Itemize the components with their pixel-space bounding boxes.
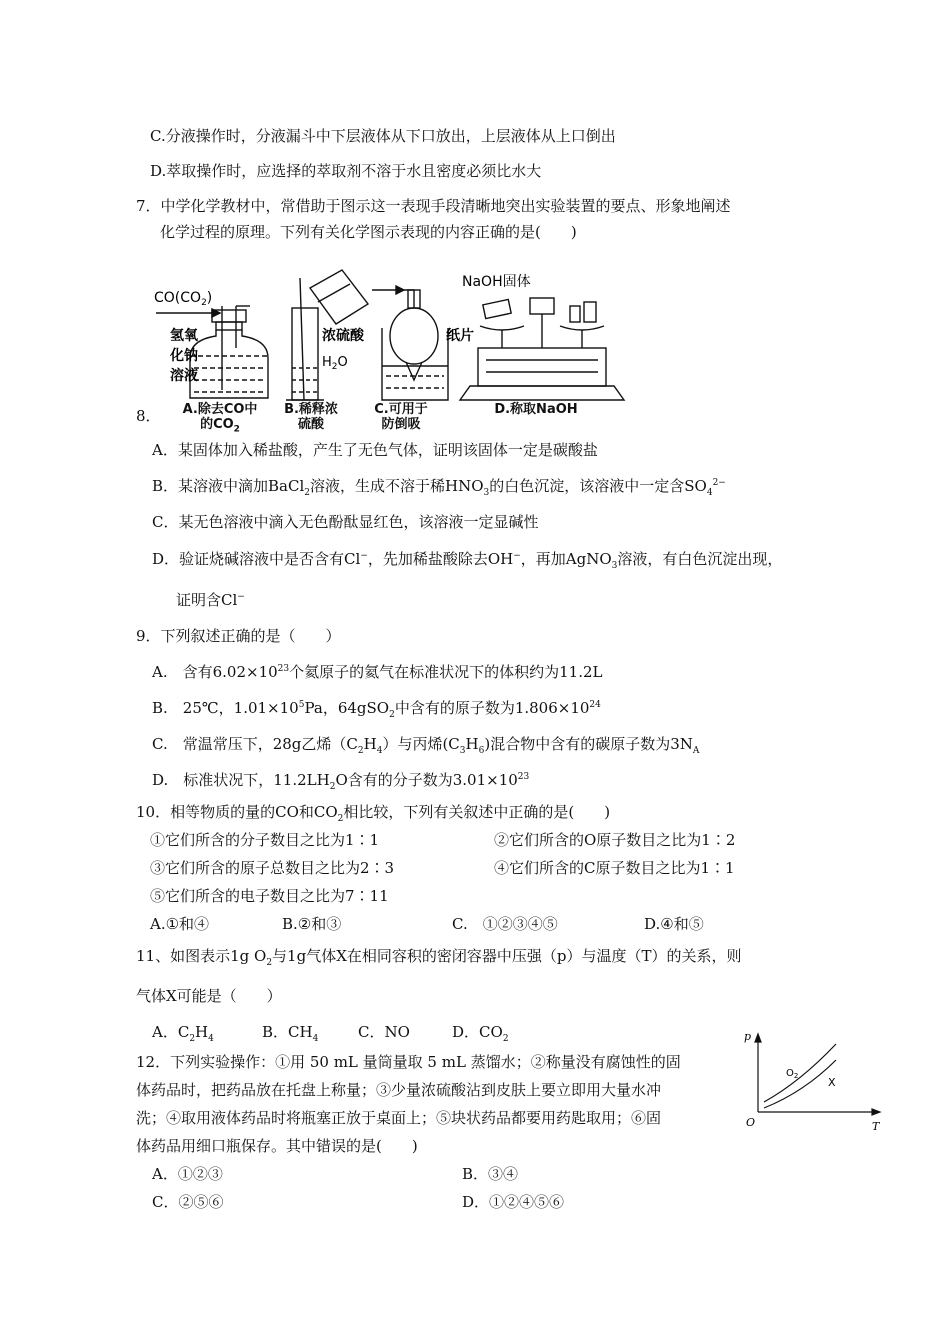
q10-item-4: ④它们所含的C原子数目之比为1∶1 <box>494 859 735 877</box>
fig-co-label: $CO(CO_2)$ <box>154 290 213 308</box>
q6-option-d: D.萃取操作时，应选择的萃取剂不溶于水且密度必须比水大 <box>150 162 542 180</box>
q12-stem-line1: 12．下列实验操作：①用 50 mL 量筒量取 5 mL 蒸馏水；②称量没有腐蚀性的固 <box>136 1053 681 1071</box>
fig-paper: 纸片 <box>446 328 474 344</box>
fig-conc-acid: 浓硫酸 <box>322 328 364 344</box>
caption-d: D.称取NaOH <box>494 402 578 417</box>
q12-option-b: B．③④ <box>462 1165 519 1183</box>
q11-stem-line2: 气体X可能是（ ） <box>136 987 282 1005</box>
q10-option-b: B.②和③ <box>282 915 342 933</box>
q10-stem: 10．相等物质的量的CO和$CO_2$相比较，下列有关叙述中正确的是( ) <box>136 803 611 824</box>
q11-option-b: B．$CH_4$ <box>262 1023 319 1044</box>
q11-option-a: A．$C_2H_4$ <box>152 1023 214 1044</box>
caption-c: C.可用于 防倒吸 <box>374 402 428 432</box>
q9-option-c: C. 常温常压下，28g乙烯$(C_2H_4)$与丙烯$(C_3H_6)$混合物中含有的碳原子数为$3N_A$ <box>152 735 700 756</box>
q12-option-a: A．①②③ <box>152 1165 223 1183</box>
q8-option-d: D．验证烧碱溶液中是否含有Cl−，先加稀盐酸除去OH−，再加AgNO$_3$溶液，有白色沉淀出现， <box>152 550 783 571</box>
q12-stem-line3: 洗；④取用液体药品时将瓶塞正放于桌面上；⑤块状药品都要用药匙取用；⑥固 <box>136 1109 662 1127</box>
caption-b: B.稀释浓 硫酸 <box>284 402 338 432</box>
q6-option-c: C.分液操作时，分液漏斗中下层液体从下口放出，上层液体从上口倒出 <box>150 127 616 145</box>
q11-stem-line1: 11、如图表示1g $O_2$与1g气体X在相同容积的密闭容器中压强（p）与温度（T）的关系，则 <box>136 947 742 968</box>
q10-item-3: ③它们所含的原子总数目之比为2∶3 <box>150 859 395 877</box>
q12-option-c: C．②⑤⑥ <box>152 1193 224 1211</box>
curve-x <box>764 1060 836 1108</box>
q10-option-a: A.①和④ <box>150 915 210 933</box>
fig-naoh-solution-3: 溶液 <box>170 368 198 384</box>
q10-item-5: ⑤它们所含的电子数目之比为7∶11 <box>150 887 389 905</box>
fig-naoh-solid: NaOH固体 <box>462 274 531 290</box>
caption-a: A.除去CO中 的$CO_2$ <box>182 402 258 435</box>
label-x: X <box>828 1076 836 1089</box>
q10-option-c: C. ①②③④⑤ <box>452 915 558 933</box>
q9-option-b: B. 25℃，$1.01\times 10^5Pa$，64gSO$_2$中含有的原子数为$1.806\times 10^{24}$ <box>152 699 601 720</box>
q10-option-d: D.④和⑤ <box>644 915 704 933</box>
q12-option-d: D．①②④⑤⑥ <box>462 1193 565 1211</box>
q12-stem-line4: 体药品用细口瓶保存。其中错误的是( ) <box>136 1137 418 1155</box>
q12-stem-line2: 体药品时，把药品放在托盘上称量；③少量浓硫酸沾到皮肤上要立即用大量水冲 <box>136 1081 662 1099</box>
q8-option-c: C．某无色溶液中滴入无色酚酞显红色，该溶液一定显碱性 <box>152 513 539 531</box>
axis-t-label: T <box>872 1120 880 1133</box>
q7-stem-line2: 化学过程的原理。下列有关化学图示表现的内容正确的是( ) <box>160 223 577 241</box>
q8-option-a: A．某固体加入稀盐酸，产生了无色气体，证明该固体一定是碳酸盐 <box>152 441 598 459</box>
q8-option-b: B．某溶液中滴加BaCl$_2$溶液，生成不溶于稀$HNO_3$的白色沉淀，该溶液中一定含$SO_4^{2-}$ <box>152 477 726 498</box>
q9-option-a: A. 含有$6.02\times 10^{23}$个氦原子的氦气在标准状况下的体积约为11.2L <box>152 663 603 681</box>
fig-naoh-solution-1: 氢氧 <box>170 328 198 344</box>
q9-stem: 9．下列叙述正确的是（ ） <box>136 627 341 645</box>
q8-option-d-cont: 证明含Cl− <box>176 591 245 609</box>
axis-p-label: p <box>744 1030 752 1043</box>
q11-option-d: D．$CO_2$ <box>452 1023 509 1044</box>
fig-water: $H_2O$ <box>322 355 348 372</box>
q11-pressure-temperature-graph <box>740 1026 890 1136</box>
label-o2: $O_2$ <box>786 1068 799 1080</box>
q7-stem-line1: 7．中学化学教材中，常借助于图示这一表现手段清晰地突出实验装置的要点、形象地阐述 <box>136 197 731 215</box>
q10-item-2: ②它们所含的O原子数目之比为1∶2 <box>494 831 736 849</box>
q11-option-c: C．NO <box>358 1023 410 1041</box>
q9-option-d: D. 标准状况下，$11.2LH_2O$含有的分子数为$3.01\times 10^{23}$ <box>152 771 530 792</box>
curve-o2 <box>764 1044 836 1102</box>
q8-number: 8． <box>136 407 161 425</box>
origin-label: O <box>746 1116 756 1129</box>
q10-item-1: ①它们所含的分子数目之比为1∶1 <box>150 831 380 849</box>
fig-naoh-solution-2: 化钠 <box>170 348 198 364</box>
